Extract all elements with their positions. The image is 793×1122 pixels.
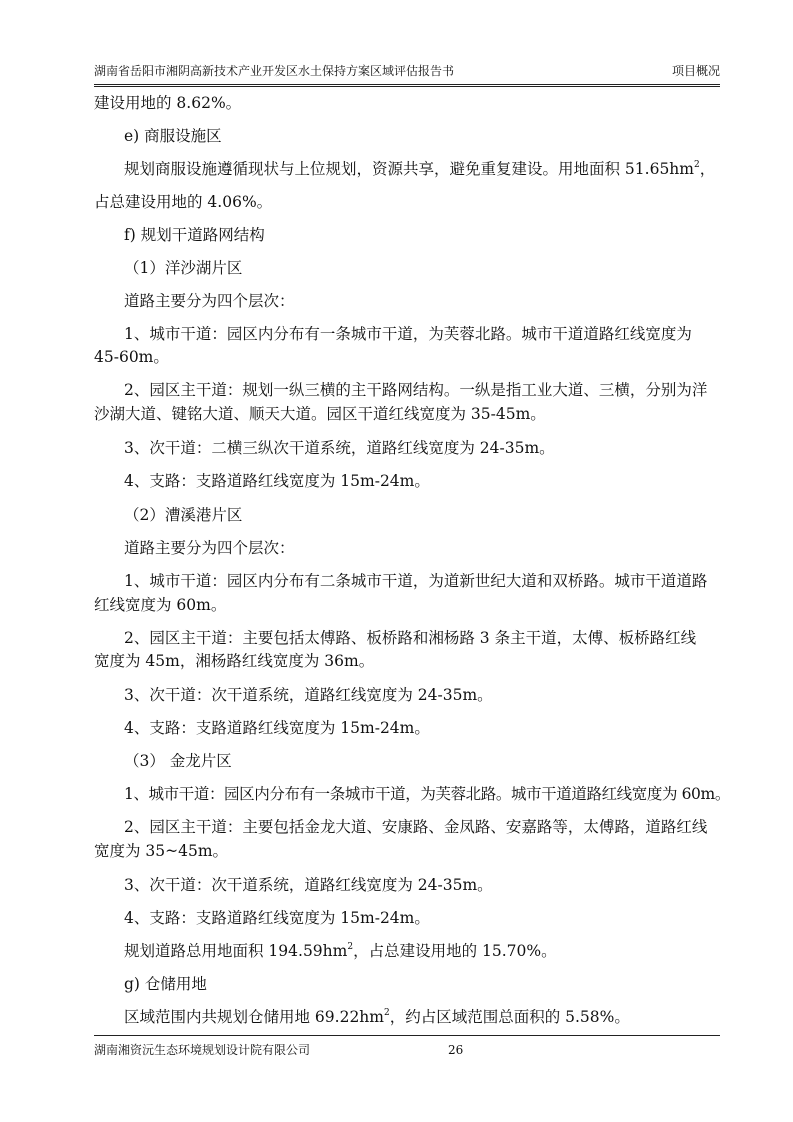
text-line: 宽度为 35~45m。 <box>94 842 229 860</box>
text-line: 建设用地的 8.62%。 <box>94 94 242 112</box>
text-line: 道路主要分为四个层次： <box>124 539 295 557</box>
text-line: （1）洋沙湖片区 <box>124 259 243 277</box>
text-line: 3、次干道：次干道系统，道路红线宽度为 24-35m。 <box>124 686 493 704</box>
text-line: 区域范围内共规划仓储用地 $69.22hm^2$，约占区域范围总面积的 5.58%。 <box>124 1007 630 1026</box>
page-number: 26 <box>448 1043 464 1057</box>
section-title: 项目概况 <box>671 64 720 78</box>
text-line: 宽度为 45m，湘杨路红线宽度为 36m。 <box>94 652 375 670</box>
text-line: （3） 金龙片区 <box>124 752 232 770</box>
text-line: 沙湖大道、键铭大道、顺天大道。园区干道红线宽度为 35-45m。 <box>94 405 546 423</box>
text-line: 4、支路：支路道路红线宽度为 15m-24m。 <box>124 909 430 927</box>
text-line: 45-60m。 <box>94 348 169 366</box>
text-line: 红线宽度为 60m。 <box>94 596 227 614</box>
text-line: 2、园区主干道：主要包括太傅路、板桥路和湘杨路 3 条主干道，太傅、板桥路红线 <box>124 629 697 647</box>
text-line: 规划商服设施遵循现状与上位规划，资源共享，避免重复建设。用地面积 $51.65hm^2$， <box>124 159 716 178</box>
text-line: 3、次干道：二横三纵次干道系统，道路红线宽度为 24-35m。 <box>124 439 555 457</box>
header-rule <box>94 84 720 85</box>
text-line: 4、支路：支路道路红线宽度为 15m-24m。 <box>124 472 430 490</box>
text-line: 3、次干道：次干道系统，道路红线宽度为 24-35m。 <box>124 876 493 894</box>
header-rule-secondary <box>94 86 720 87</box>
report-title: 湖南省岳阳市湘阴高新技术产业开发区水土保持方案区域评估报告书 <box>94 64 455 78</box>
text-line: 1、城市干道：园区内分布有一条城市干道，为芙蓉北路。城市干道道路红线宽度为 <box>124 325 692 343</box>
text-line: 1、城市干道：园区内分布有一条城市干道，为芙蓉北路。城市干道道路红线宽度为 60m。 <box>124 785 730 803</box>
text-line: （2）漕溪港片区 <box>124 506 243 524</box>
footer-rule <box>94 1035 720 1036</box>
text-line: 规划道路总用地面积 $194.59hm^2$，占总建设用地的 15.70%。 <box>124 941 557 960</box>
text-line: 道路主要分为四个层次： <box>124 292 295 310</box>
text-line: 4、支路：支路道路红线宽度为 15m-24m。 <box>124 719 430 737</box>
text-line: 2、园区主干道：主要包括金龙大道、安康路、金凤路、安嘉路等，太傅路，道路红线 <box>124 818 708 836</box>
page-header <box>94 61 720 81</box>
footer-company: 湖南湘资沅生态环境规划设计院有限公司 <box>94 1043 311 1057</box>
text-line: 1、城市干道：园区内分布有二条城市干道，为道新世纪大道和双桥路。城市干道道路 <box>124 572 708 590</box>
text-line: 2、园区主干道：规划一纵三横的主干路网结构。一纵是指工业大道、三横，分别为洋 <box>124 381 708 399</box>
text-line: 占总建设用地的 4.06%。 <box>94 193 273 211</box>
text-line: e) 商服设施区 <box>124 127 222 145</box>
page-footer <box>94 1041 720 1059</box>
text-line: f) 规划干道路网结构 <box>124 226 265 244</box>
text-line: g) 仓储用地 <box>124 975 207 993</box>
